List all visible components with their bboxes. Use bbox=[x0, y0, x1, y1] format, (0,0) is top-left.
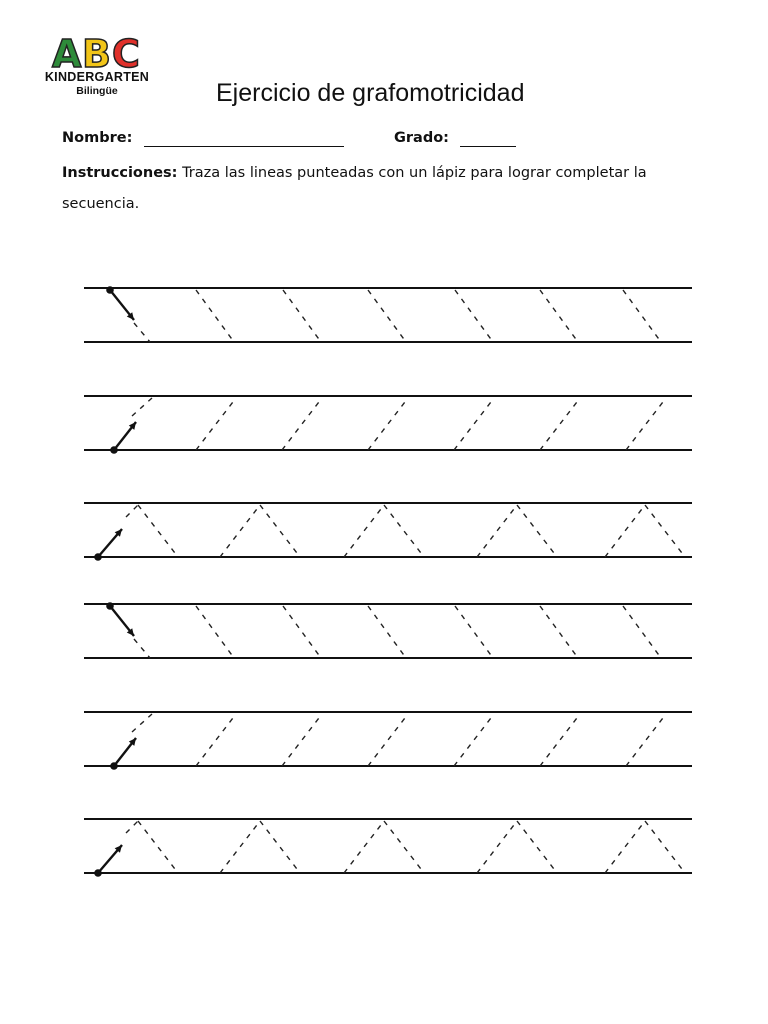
page-title: Ejercicio de grafomotricidad bbox=[216, 79, 525, 107]
grade-label: Grado: bbox=[394, 130, 449, 146]
name-label: Nombre: bbox=[62, 130, 133, 146]
trace-stroke bbox=[517, 505, 557, 557]
name-field[interactable] bbox=[144, 146, 344, 147]
tracing-row bbox=[84, 712, 692, 770]
trace-stroke bbox=[126, 505, 138, 517]
trace-stroke bbox=[454, 398, 494, 450]
instructions-label: Instrucciones: bbox=[62, 165, 178, 181]
tracing-row bbox=[84, 503, 692, 561]
tracing-row bbox=[84, 286, 692, 342]
tracing-row bbox=[84, 602, 692, 658]
trace-stroke bbox=[477, 821, 517, 873]
grade-field[interactable] bbox=[460, 146, 516, 147]
logo-letter-a: A bbox=[52, 32, 82, 76]
trace-stroke bbox=[196, 714, 236, 766]
trace-stroke bbox=[283, 606, 321, 658]
trace-stroke bbox=[196, 398, 236, 450]
trace-stroke bbox=[626, 714, 666, 766]
trace-stroke bbox=[540, 290, 578, 342]
trace-stroke bbox=[368, 606, 406, 658]
school-logo bbox=[38, 32, 156, 98]
student-fields bbox=[62, 130, 722, 156]
logo-kindergarten: KINDERGARTEN bbox=[44, 70, 150, 84]
trace-stroke bbox=[132, 398, 152, 416]
logo-letter-c: C bbox=[112, 32, 140, 76]
trace-stroke bbox=[368, 398, 408, 450]
trace-stroke bbox=[196, 606, 234, 658]
trace-stroke bbox=[623, 290, 661, 342]
trace-stroke bbox=[138, 821, 178, 873]
trace-stroke bbox=[282, 398, 322, 450]
trace-stroke bbox=[283, 290, 321, 342]
trace-stroke bbox=[344, 821, 384, 873]
logo-letter-b: B bbox=[82, 32, 111, 76]
trace-stroke bbox=[605, 505, 645, 557]
instructions-text: Traza las lineas punteadas con un lápiz para lograr completar la secuencia. bbox=[62, 165, 647, 212]
tracing-row bbox=[84, 819, 692, 877]
trace-stroke bbox=[540, 398, 580, 450]
tracing-row bbox=[84, 396, 692, 454]
trace-stroke bbox=[455, 290, 493, 342]
trace-stroke bbox=[540, 606, 578, 658]
trace-stroke bbox=[368, 290, 406, 342]
trace-stroke bbox=[477, 505, 517, 557]
trace-stroke bbox=[220, 505, 260, 557]
instructions bbox=[62, 158, 722, 220]
trace-stroke bbox=[454, 714, 494, 766]
trace-stroke bbox=[138, 505, 178, 557]
trace-stroke bbox=[282, 714, 322, 766]
trace-stroke bbox=[132, 714, 152, 732]
trace-stroke bbox=[344, 505, 384, 557]
trace-stroke bbox=[134, 323, 150, 342]
trace-stroke bbox=[517, 821, 557, 873]
trace-stroke bbox=[645, 821, 685, 873]
trace-stroke bbox=[623, 606, 661, 658]
trace-stroke bbox=[384, 505, 424, 557]
trace-stroke bbox=[626, 398, 666, 450]
trace-stroke bbox=[645, 505, 685, 557]
tracing-worksheet bbox=[0, 260, 768, 900]
trace-stroke bbox=[196, 290, 234, 342]
trace-stroke bbox=[134, 639, 150, 658]
trace-stroke bbox=[455, 606, 493, 658]
trace-stroke bbox=[384, 821, 424, 873]
trace-stroke bbox=[368, 714, 408, 766]
trace-stroke bbox=[260, 821, 300, 873]
trace-stroke bbox=[220, 821, 260, 873]
logo-bilingue: Bilingüe bbox=[76, 85, 118, 97]
trace-stroke bbox=[605, 821, 645, 873]
trace-stroke bbox=[260, 505, 300, 557]
trace-stroke bbox=[126, 821, 138, 833]
logo-letters bbox=[52, 32, 152, 76]
start-arrow bbox=[106, 602, 134, 636]
start-arrow bbox=[106, 286, 134, 320]
trace-stroke bbox=[540, 714, 580, 766]
